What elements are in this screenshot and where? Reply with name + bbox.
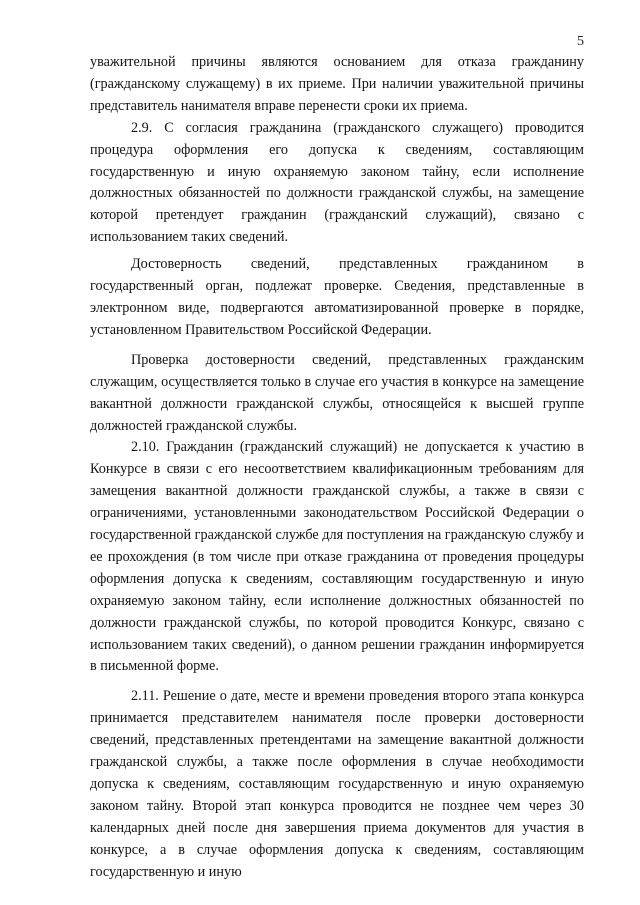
paragraph-2-11: 2.11. Решение о дате, месте и времени проведения второго этапа конкурса принимается представителем нанимателя после проверки достоверности сведений, представленных претендентами на замещение вакантной должности гражданской службы, а также после оформления в случае необходимости допуска к сведениям, составляющим государственную и иную охраняемую законом тайну. Второй этап конкурса проводится не позднее чем через 30 календарных дней после дня завершения приема документов для участия в конкурсе, а в случае оформления допуска к сведениям, составляющим государственную и иную bbox=[90, 688, 584, 880]
paragraph-continuation: уважительной причины являются основанием для отказа гражданину (гражданскому служащему) в их приеме. При наличии уважительной причины представитель нанимателя вправе перенести сроки их приема. bbox=[90, 54, 584, 114]
paragraph-2-9: 2.9. С согласия гражданина (гражданского служащего) проводится процедура оформления его допуска к сведениям, составляющим государственную и иную охраняемую законом тайну, если исполнение должностных обязанностей по должности гражданской службы, на замещение которой претендует гражданин (гражданский служащий), связано с использованием таких сведений. bbox=[90, 119, 584, 246]
document-body bbox=[90, 52, 584, 884]
paragraph-2-10: 2.10. Гражданин (гражданский служащий) не допускается к участию в Конкурсе в связи с его несоответствием квалификационным требованиям для замещения вакантной должности гражданской службы, а также в связи с ограничениями, установленными законодательством Российской Федерации о государственной гражданской службе для поступления на гражданскую службу и ее прохождения (в том числе при отказе гражданина от проведения процедуры оформления допуска к сведениям, составляющим государственную и иную охраняемую законом тайну, если исполнение должностных обязанностей по должности гражданской службы, по которой проводится Конкурс, связано с использованием таких сведений), о данном решении гражданин информируется в письменной форме. bbox=[90, 439, 584, 675]
paragraph-verification: Проверка достоверности сведений, представленных гражданским служащим, осуществляется только в случае его участия в конкурсе на замещение вакантной должности гражданской службы, относящейся к высшей группе должностей гражданской службы. bbox=[90, 351, 584, 434]
paragraph-reliability: Достоверность сведений, представленных гражданином в государственный орган, подлежат проверке. Сведения, представленные в электронном виде, подвергаются автоматизированной проверке в порядке, установленном Правительством Российской Федерации. bbox=[90, 256, 584, 338]
page-number: 5 bbox=[577, 34, 584, 49]
